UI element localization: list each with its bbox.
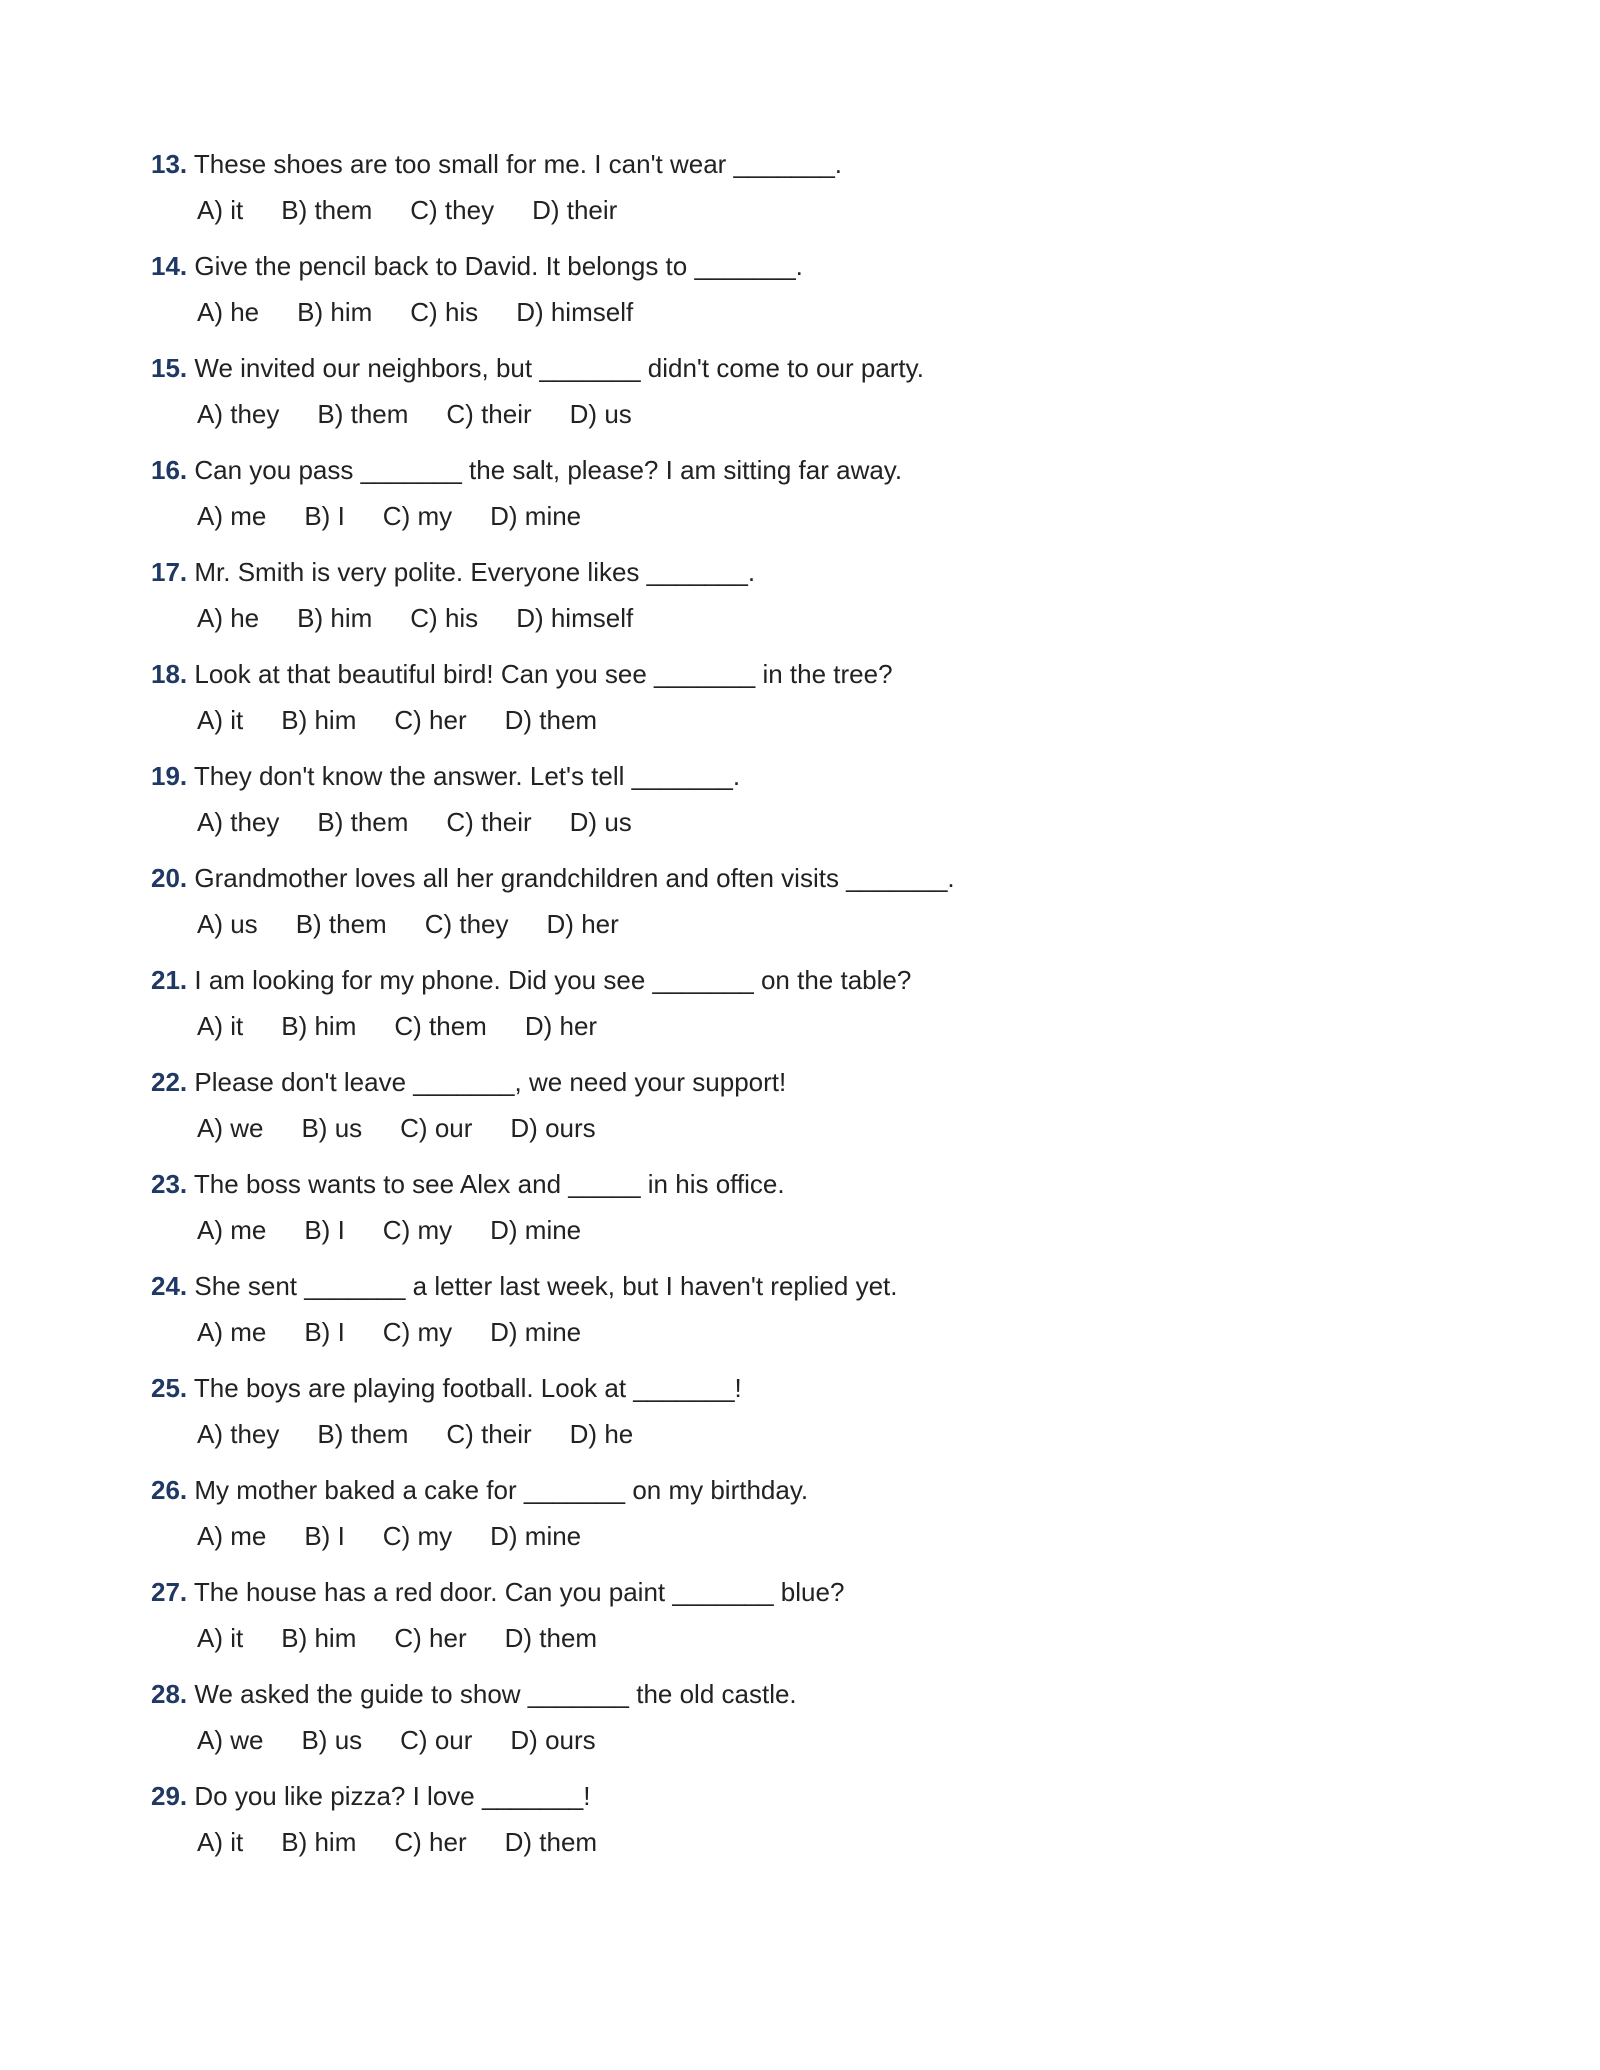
answer-option: D) us bbox=[569, 807, 632, 837]
question-text: Grandmother loves all her grandchildren and often visits _______. bbox=[194, 863, 955, 893]
question-item bbox=[151, 963, 1451, 1065]
answer-option: D) their bbox=[532, 195, 618, 225]
question-text: We invited our neighbors, but _______ didn't come to our party. bbox=[194, 353, 924, 383]
question-number: 21. bbox=[151, 965, 188, 995]
question-item bbox=[151, 1575, 1451, 1677]
answer-option: A) he bbox=[197, 603, 260, 633]
question-number: 14. bbox=[151, 251, 188, 281]
question-number: 29. bbox=[151, 1781, 188, 1811]
question-line bbox=[151, 657, 1451, 691]
answer-option: B) him bbox=[281, 1827, 357, 1857]
answer-option: C) my bbox=[382, 501, 453, 531]
answer-option: C) their bbox=[446, 399, 532, 429]
question-item bbox=[151, 1779, 1451, 1881]
question-number: 27. bbox=[151, 1577, 188, 1607]
question-number: 22. bbox=[151, 1067, 188, 1097]
answer-option: D) mine bbox=[490, 501, 582, 531]
answer-option: D) mine bbox=[490, 1521, 582, 1551]
question-text: Please don't leave _______, we need your support! bbox=[194, 1067, 787, 1097]
answer-options bbox=[197, 1111, 1451, 1145]
answer-option: B) I bbox=[304, 1521, 345, 1551]
answer-option: A) it bbox=[197, 1011, 244, 1041]
question-item bbox=[151, 1065, 1451, 1167]
answer-option: A) me bbox=[197, 1317, 267, 1347]
answer-option: D) mine bbox=[490, 1317, 582, 1347]
question-line bbox=[151, 1065, 1451, 1099]
answer-option: C) our bbox=[400, 1725, 473, 1755]
answer-option: A) me bbox=[197, 1521, 267, 1551]
answer-option: A) they bbox=[197, 807, 280, 837]
question-line bbox=[151, 249, 1451, 283]
question-text: These shoes are too small for me. I can't wear _______. bbox=[193, 149, 843, 179]
answer-option: D) ours bbox=[510, 1725, 596, 1755]
question-text: My mother baked a cake for _______ on my birthday. bbox=[194, 1475, 809, 1505]
answer-option: C) their bbox=[446, 807, 532, 837]
answer-options bbox=[197, 805, 1451, 839]
question-line bbox=[151, 1167, 1451, 1201]
question-line bbox=[151, 1269, 1451, 1303]
answer-option: D) he bbox=[569, 1419, 634, 1449]
answer-option: D) them bbox=[504, 1827, 598, 1857]
answer-option: A) we bbox=[197, 1113, 264, 1143]
answer-option: D) her bbox=[546, 909, 619, 939]
answer-options bbox=[197, 1723, 1451, 1757]
answer-option: B) I bbox=[304, 1317, 345, 1347]
answer-option: A) it bbox=[197, 705, 244, 735]
answer-option: B) them bbox=[281, 195, 373, 225]
answer-option: A) it bbox=[197, 195, 244, 225]
question-number: 20. bbox=[151, 863, 188, 893]
answer-option: C) her bbox=[394, 1827, 467, 1857]
answer-option: D) them bbox=[504, 1623, 598, 1653]
question-text: The house has a red door. Can you paint _______ blue? bbox=[193, 1577, 845, 1607]
answer-options bbox=[197, 1315, 1451, 1349]
answer-option: D) them bbox=[504, 705, 598, 735]
answer-option: C) her bbox=[394, 705, 467, 735]
answer-option: A) me bbox=[197, 501, 267, 531]
answer-option: A) it bbox=[197, 1623, 244, 1653]
question-line bbox=[151, 1575, 1451, 1609]
question-line bbox=[151, 147, 1451, 181]
question-text: We asked the guide to show _______ the old castle. bbox=[194, 1679, 797, 1709]
answer-option: B) them bbox=[317, 807, 409, 837]
answer-options bbox=[197, 907, 1451, 941]
answer-option: A) they bbox=[197, 1419, 280, 1449]
answer-options bbox=[197, 499, 1451, 533]
answer-option: B) us bbox=[301, 1113, 363, 1143]
question-item bbox=[151, 1473, 1451, 1575]
question-list bbox=[151, 147, 1451, 1881]
answer-option: A) it bbox=[197, 1827, 244, 1857]
question-item bbox=[151, 657, 1451, 759]
answer-option: C) his bbox=[410, 297, 479, 327]
question-number: 28. bbox=[151, 1679, 188, 1709]
answer-option: A) me bbox=[197, 1215, 267, 1245]
answer-options bbox=[197, 1009, 1451, 1043]
answer-option: A) they bbox=[197, 399, 280, 429]
answer-options bbox=[197, 1519, 1451, 1553]
question-item bbox=[151, 1371, 1451, 1473]
question-line bbox=[151, 861, 1451, 895]
answer-option: B) them bbox=[317, 399, 409, 429]
answer-option: B) him bbox=[297, 603, 373, 633]
answer-option: C) our bbox=[400, 1113, 473, 1143]
question-item bbox=[151, 1677, 1451, 1779]
question-item bbox=[151, 1269, 1451, 1371]
answer-option: C) my bbox=[382, 1521, 453, 1551]
question-item bbox=[151, 759, 1451, 861]
question-item bbox=[151, 147, 1451, 249]
question-line bbox=[151, 453, 1451, 487]
question-number: 17. bbox=[151, 557, 188, 587]
answer-options bbox=[197, 193, 1451, 227]
answer-option: B) him bbox=[281, 705, 357, 735]
answer-option: A) we bbox=[197, 1725, 264, 1755]
answer-option: A) he bbox=[197, 297, 260, 327]
answer-options bbox=[197, 601, 1451, 635]
question-text: Mr. Smith is very polite. Everyone likes _______. bbox=[194, 557, 756, 587]
answer-options bbox=[197, 1825, 1451, 1859]
question-line bbox=[151, 759, 1451, 793]
answer-option: C) they bbox=[410, 195, 495, 225]
answer-option: C) his bbox=[410, 603, 479, 633]
question-line bbox=[151, 351, 1451, 385]
question-text: Look at that beautiful bird! Can you see _______ in the tree? bbox=[194, 659, 893, 689]
answer-option: D) ours bbox=[510, 1113, 596, 1143]
answer-options bbox=[197, 1213, 1451, 1247]
question-number: 18. bbox=[151, 659, 188, 689]
answer-option: B) I bbox=[304, 501, 345, 531]
question-item bbox=[151, 249, 1451, 351]
question-number: 19. bbox=[151, 761, 188, 791]
question-line bbox=[151, 1371, 1451, 1405]
question-number: 25. bbox=[151, 1373, 188, 1403]
question-text: I am looking for my phone. Did you see _______ on the table? bbox=[194, 965, 912, 995]
question-item bbox=[151, 1167, 1451, 1269]
question-text: Do you like pizza? I love _______! bbox=[194, 1781, 591, 1811]
answer-option: D) us bbox=[569, 399, 632, 429]
question-number: 16. bbox=[151, 455, 188, 485]
answer-options bbox=[197, 703, 1451, 737]
answer-option: C) her bbox=[394, 1623, 467, 1653]
question-text: Give the pencil back to David. It belongs to _______. bbox=[194, 251, 803, 281]
answer-option: C) their bbox=[446, 1419, 532, 1449]
answer-option: B) them bbox=[317, 1419, 409, 1449]
answer-options bbox=[197, 1417, 1451, 1451]
answer-option: C) my bbox=[382, 1215, 453, 1245]
question-number: 26. bbox=[151, 1475, 188, 1505]
answer-option: B) him bbox=[281, 1623, 357, 1653]
answer-option: B) them bbox=[295, 909, 387, 939]
answer-option: A) us bbox=[197, 909, 258, 939]
answer-option: C) my bbox=[382, 1317, 453, 1347]
answer-option: B) us bbox=[301, 1725, 363, 1755]
answer-option: D) her bbox=[524, 1011, 598, 1041]
worksheet-page bbox=[151, 147, 1451, 1881]
question-item bbox=[151, 351, 1451, 453]
question-text: The boys are playing football. Look at _______! bbox=[193, 1373, 742, 1403]
question-line bbox=[151, 1473, 1451, 1507]
question-text: The boss wants to see Alex and _____ in his office. bbox=[193, 1169, 785, 1199]
answer-option: D) himself bbox=[516, 297, 634, 327]
answer-option: B) I bbox=[304, 1215, 345, 1245]
question-text: She sent _______ a letter last week, but I haven't replied yet. bbox=[194, 1271, 898, 1301]
question-item bbox=[151, 453, 1451, 555]
answer-options bbox=[197, 1621, 1451, 1655]
answer-option: B) him bbox=[297, 297, 373, 327]
question-item bbox=[151, 861, 1451, 963]
question-line bbox=[151, 963, 1451, 997]
question-text: They don't know the answer. Let's tell _______. bbox=[193, 761, 741, 791]
question-number: 15. bbox=[151, 353, 188, 383]
question-number: 13. bbox=[151, 149, 188, 179]
answer-option: B) him bbox=[281, 1011, 357, 1041]
question-line bbox=[151, 1779, 1451, 1813]
question-line bbox=[151, 1677, 1451, 1711]
answer-options bbox=[197, 295, 1451, 329]
question-line bbox=[151, 555, 1451, 589]
answer-option: D) mine bbox=[490, 1215, 582, 1245]
answer-options bbox=[197, 397, 1451, 431]
question-text: Can you pass _______ the salt, please? I am sitting far away. bbox=[194, 455, 903, 485]
answer-option: D) himself bbox=[516, 603, 634, 633]
answer-option: C) they bbox=[424, 909, 509, 939]
question-number: 24. bbox=[151, 1271, 188, 1301]
answer-option: C) them bbox=[394, 1011, 487, 1041]
question-item bbox=[151, 555, 1451, 657]
question-number: 23. bbox=[151, 1169, 188, 1199]
